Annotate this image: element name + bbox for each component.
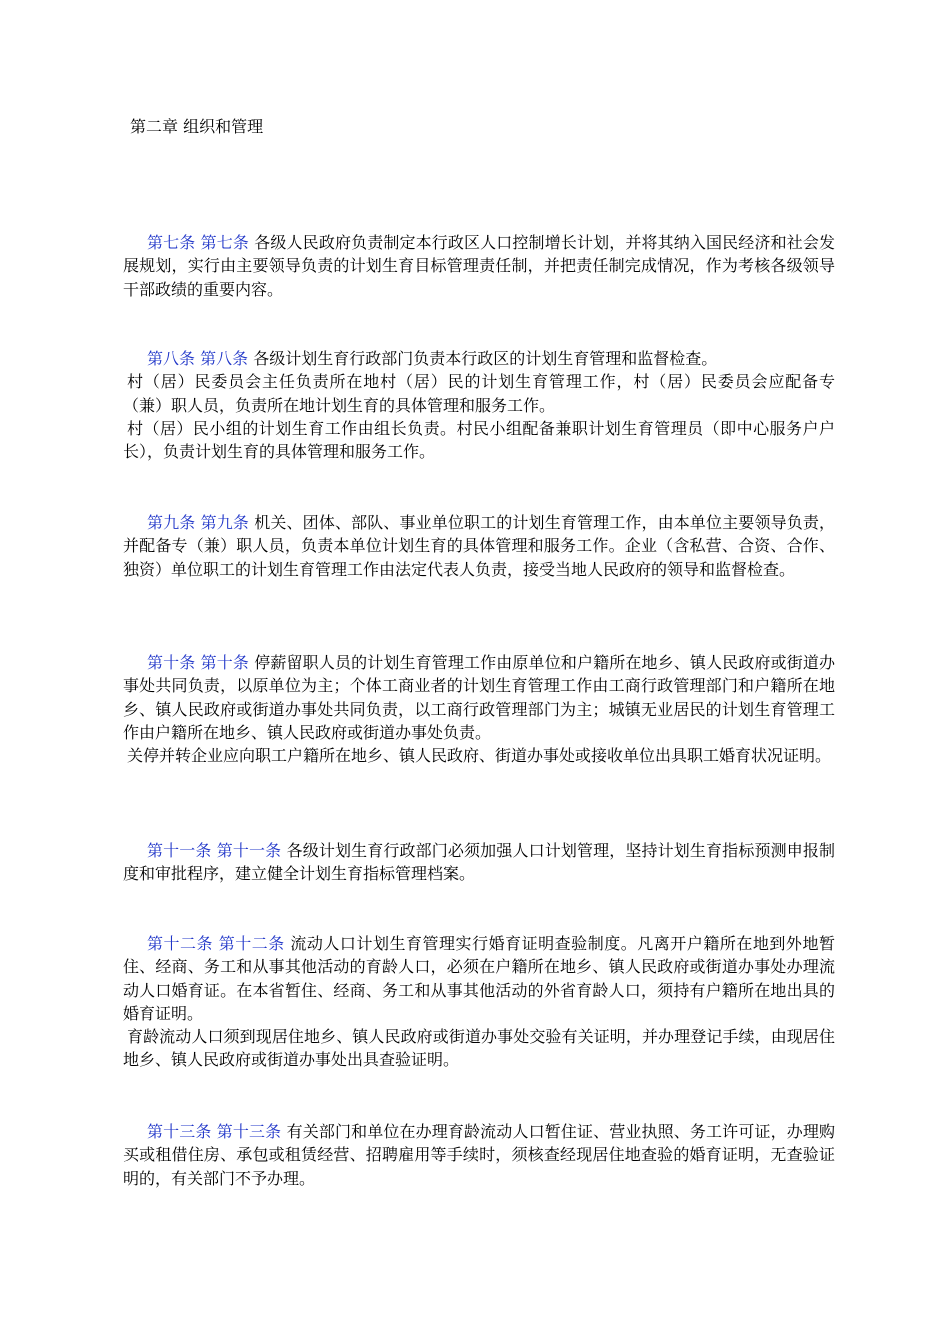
article-link[interactable]: 第十二条 (147, 934, 214, 953)
article-7 (123, 231, 835, 301)
article-paragraph: 育龄流动人口须到现居住地乡、镇人民政府或街道办事处交验有关证明，并办理登记手续，由现居住地乡、镇人民政府或街道办事处出具查验证明。 (123, 1027, 835, 1070)
article-text: 有关部门和单位在办理育龄流动人口暂住证、营业执照、务工许可证，办理购买或租借住房、承包或租赁经营、招聘雇用等手续时，须核查经现居住地查验的婚育证明，无查验证明的，有关部门不予办理。 (123, 1122, 835, 1188)
article-13 (123, 1120, 835, 1190)
article-link[interactable]: 第八条 (147, 349, 196, 368)
article-link[interactable]: 第十条 (200, 653, 250, 672)
article-paragraph: 村（居）民委员会主任负责所在地村（居）民的计划生育管理工作，村（居）民委员会应配备专（兼）职人员，负责所在地计划生育的具体管理和服务工作。 (123, 372, 835, 415)
article-8 (123, 347, 835, 463)
article-link[interactable]: 第七条 (147, 233, 196, 252)
article-link[interactable]: 第九条 (200, 513, 250, 532)
article-text: 各级计划生育行政部门负责本行政区的计划生育管理和监督检查。 (253, 349, 718, 368)
article-paragraph (123, 1120, 835, 1190)
article-text: 各级人民政府负责制定本行政区人口控制增长计划，并将其纳入国民经济和社会发展规划，实行由主要领导负责的计划生育目标管理责任制，并把责任制完成情况，作为考核各级领导干部政绩的重要内容。 (123, 233, 835, 299)
article-paragraph (123, 231, 835, 301)
article-link[interactable]: 第十一条 (147, 841, 212, 860)
article-11 (123, 839, 835, 886)
article-paragraph (123, 932, 835, 1025)
article-9 (123, 511, 835, 581)
article-link[interactable]: 第十一条 (216, 841, 282, 860)
article-link[interactable]: 第十条 (147, 653, 196, 672)
article-link[interactable]: 第十三条 (216, 1122, 282, 1141)
article-paragraph (123, 347, 835, 370)
article-link[interactable]: 第七条 (200, 233, 250, 252)
article-12 (123, 932, 835, 1072)
article-link[interactable]: 第九条 (147, 513, 196, 532)
article-text: 机关、团体、部队、事业单位职工的计划生育管理工作，由本单位主要领导负责，并配备专（兼）职人员，负责本单位计划生育的具体管理和服务工作。企业（含私营、合资、合作、独资）单位职工的计划生育管理工作由法定代表人负责，接受当地人民政府的领导和监督检查。 (123, 513, 835, 579)
article-paragraph: 关停并转企业应向职工户籍所在地乡、镇人民政府、街道办事处或接收单位出具职工婚育状况证明。 (127, 746, 832, 766)
article-text: 停薪留职人员的计划生育管理工作由原单位和户籍所在地乡、镇人民政府或街道办事处共同负责，以原单位为主；个体工商业者的计划生育管理工作由工商行政管理部门和户籍所在地乡、镇人民政府或街道办事处共同负责，以工商行政管理部门为主；城镇无业居民的计划生育管理工作由户籍所在地乡、镇人民政府或街道办事处负责。 (123, 653, 835, 742)
chapter-title: 第二章 组织和管理 (130, 117, 264, 136)
article-link[interactable]: 第八条 (200, 349, 249, 368)
article-text: 流动人口计划生育管理实行婚育证明查验制度。凡离开户籍所在地到外地暂住、经商、务工和从事其他活动的育龄人口，必须在户籍所在地乡、镇人民政府或街道办事处办理流动人口婚育证。在本省暂住、经商、务工和从事其他活动的外省育龄人口，须持有户籍所在地出具的婚育证明。 (123, 934, 835, 1023)
article-paragraph (123, 839, 835, 886)
article-link[interactable]: 第十三条 (147, 1122, 212, 1141)
article-paragraph (123, 651, 835, 744)
article-paragraph: 村（居）民小组的计划生育工作由组长负责。村民小组配备兼职计划生育管理员（即中心服务户户长），负责计划生育的具体管理和服务工作。 (123, 418, 835, 462)
article-10 (123, 651, 835, 767)
article-link[interactable]: 第十二条 (218, 934, 285, 953)
article-paragraph (123, 511, 835, 581)
article-text: 各级计划生育行政部门必须加强人口计划管理，坚持计划生育指标预测申报制度和审批程序，建立健全计划生育指标管理档案。 (123, 841, 835, 884)
